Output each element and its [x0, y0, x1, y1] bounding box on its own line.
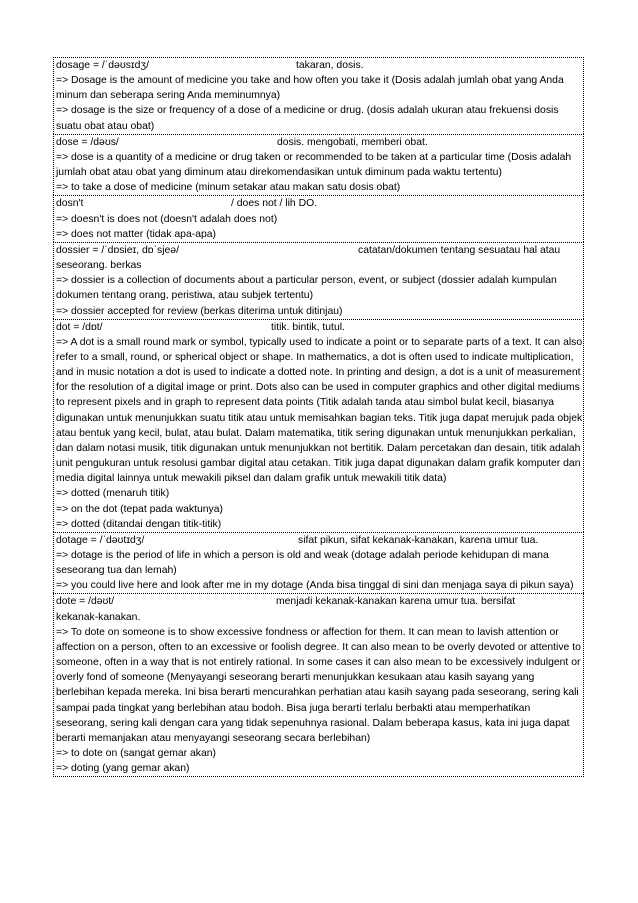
gloss: dosis. mengobati, memberi obat. [277, 136, 428, 148]
headword: dosage = /ˈdəʊsɪdʒ/ [56, 60, 149, 71]
definition-line: => Dosage is the amount of medicine you take and how often you take it (Dosis adalah jumlah obat yang Anda minum dan seberapa sering Anda meminumnya) [56, 75, 564, 102]
definition-line: => does not matter (tidak apa-apa) [56, 228, 216, 240]
entry-head [56, 196, 583, 211]
headword: dosn't [56, 198, 84, 210]
gloss: sifat pikun, sifat kekanak-kanakan, karena umur tua. [298, 534, 539, 546]
headword: dote = /dəʊt/ [56, 596, 115, 608]
headword: dossier = /ˈdɒsieɪ, dɒˈsjeə/ [56, 244, 179, 256]
gloss: takaran, dosis. [296, 60, 364, 71]
definition-line: => dossier is a collection of documents about a particular person, event, or subject (dossier adalah kumpulan dokumen tentang orang, peristiwa, atau subjek tertentu) [56, 275, 557, 302]
gloss: menjadi kekanak-kanakan karena umur tua. bersifat [276, 596, 516, 608]
gloss-continuation: seseorang. berkas [56, 260, 142, 272]
entry-dotage [53, 532, 584, 594]
headword: dose = /dəʊs/ [56, 136, 119, 148]
entry-dot [53, 319, 584, 532]
entry-dosage [53, 57, 584, 134]
headword: dot = /dɒt/ [56, 321, 103, 333]
definition-line: => dose is a quantity of a medicine or drug taken or recommended to be taken at a particular time (Dosis adalah jumlah obat atau obat yang diminum atau direkomendasikan untuk diminum pada waktu tertentu) [56, 151, 572, 179]
definition-line: => to take a dose of medicine (minum setakar atau makan satu dosis obat) [56, 182, 401, 194]
dictionary-table [53, 57, 584, 777]
entry-head [56, 320, 583, 335]
entry-head [56, 533, 583, 548]
entry-dosnt [53, 195, 584, 241]
definition-line: => To dote on someone is to show excessive fondness or affection for them. It can mean to lavish attention or affection on a person, often to an excessive or foolish degree. It can also mean to be overly devoted or attentive to someone, often in a way that is not entirely rational. In some cases it can also mean to be excessively indulgent or overly fond of someone (Menyayangi seseorang berarti menunjukkan kesukaan atau kasih sayang yang berlebihan kepada mereka. Ini bisa berarti mencurahkan perhatian atau kasih sayang pada seseorang, sering kali sampai pada tingkat yang berlebihan atau bodoh. Bisa juga berarti terlalu berbakti atau memperhatikan seseorang, sering kali dengan cara yang tidak sepenuhnya rasional. Dalam beberapa kasus, kata ini juga dapat berarti memanjakan atau menyayangi seseorang secara berlebihan) [56, 626, 581, 744]
entry-head [56, 58, 583, 73]
definition-line: => dotted (menaruh titik) [56, 488, 170, 500]
gloss: / does not / lih DO. [231, 198, 318, 210]
definition-line: => dotage is the period of life in which a person is old and weak (dotage adalah periode kehidupan di mana seseorang tua dan lemah) [56, 550, 549, 577]
definition-line: => dossier accepted for review (berkas diterima untuk ditinjau) [56, 305, 343, 317]
gloss-continuation: kekanak-kanakan. [56, 611, 141, 623]
definition-line: => doting (yang gemar akan) [56, 763, 190, 775]
definition-line: => A dot is a small round mark or symbol, typically used to indicate a point or to separate parts of a text. It can also refer to a small, round, or spherical object or shape. In mathematics, a dot is often used to indicate multiplication, and in music notation a dot is used to indicate a dotted note. In printing and design, a dot is a unit of measurement for the resolution of a digital image or print. Dots also can be used in computer graphics and other digital mediums to represent pixels and in graph to represent data points (Titik adalah tanda atau simbol bulat kecil, biasanya digunakan untuk menunjukkan suatu titik atau untuk memisahkan bagian teks. Titik juga dapat merujuk pada objek atau bentuk yang kecil, bulat, atau bulat. Dalam matematika, titik sering digunakan untuk menunjukkan perkalian, dan dalam notasi musik, titik digunakan untuk menunjukkan not bertitik. Dalam percetakan dan desain, titik adalah unit pengukuran untuk resolusi gambar digital atau cetakan. Titik juga dapat digunakan dalam grafik komputer dan media digital lainnya untuk mewakili piksel dan dalam grafik untuk mewakili titik data) [56, 336, 583, 485]
entry-dose [53, 134, 584, 196]
gloss: titik. bintik, tutul. [271, 321, 345, 333]
headword: dotage = /ˈdəʊtɪdʒ/ [56, 534, 145, 546]
entry-dote [53, 593, 584, 777]
definition-line: => dosage is the size or frequency of a dose of a medicine or drug. (dosis adalah ukuran atau frekuensi dosis suatu obat atau obat) [56, 105, 559, 132]
definition-line: => doesn't is does not (doesn't adalah does not) [56, 213, 278, 225]
entry-dossier [53, 242, 584, 319]
definition-line: => dotted (ditandai dengan titik-titik) [56, 518, 222, 530]
definition-line: => to dote on (sangat gemar akan) [56, 748, 217, 760]
gloss: catatan/dokumen tentang sesuatau hal atau [358, 244, 561, 256]
definition-line: => you could live here and look after me in my dotage (Anda bisa tinggal di sini dan menjaga saya di pikun saya) [56, 580, 574, 592]
definition-line: => on the dot (tepat pada waktunya) [56, 503, 223, 515]
entry-head [56, 243, 583, 258]
entry-head [56, 594, 583, 609]
entry-head [56, 135, 583, 150]
